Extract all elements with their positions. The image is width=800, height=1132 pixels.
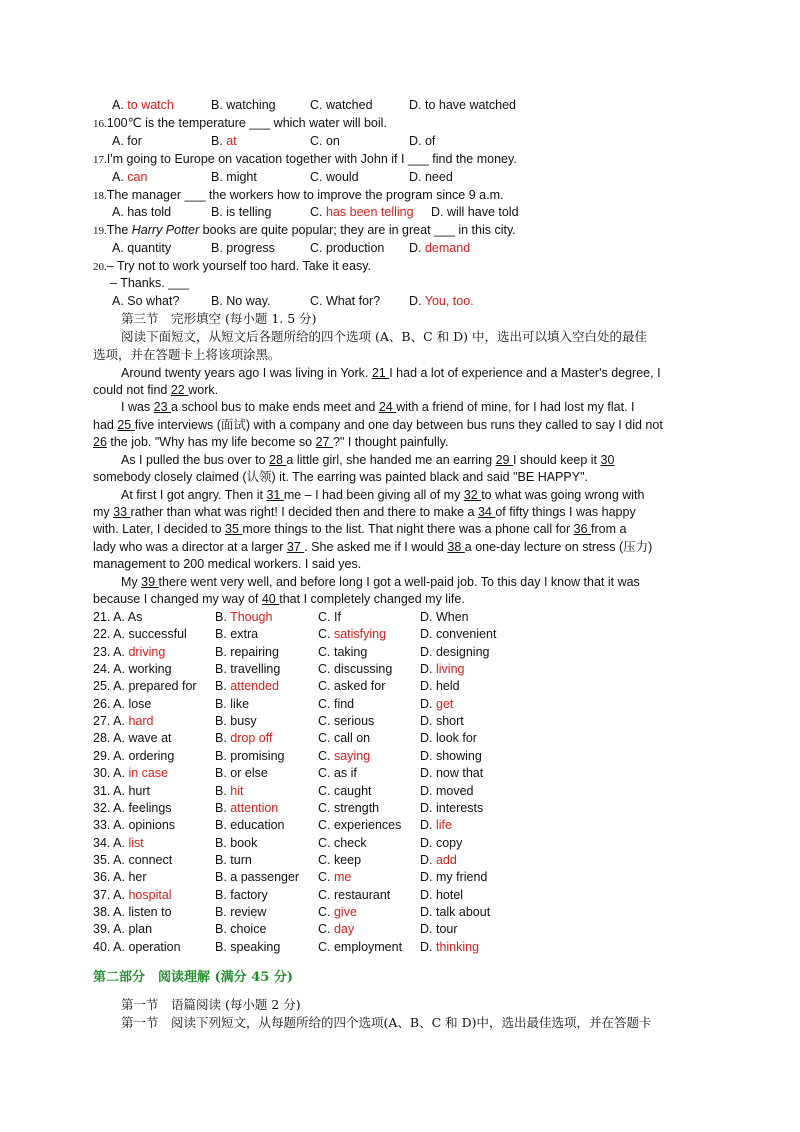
q17-option-a: A. can <box>112 170 148 184</box>
option-text: A. in case <box>113 766 169 781</box>
option-text: B. extra <box>215 627 259 642</box>
option-text: A. opinions <box>113 818 176 833</box>
question-number: 35. <box>93 852 114 867</box>
question-number: 22. <box>93 627 114 642</box>
option-q21-b <box>215 609 272 626</box>
option-q25-d <box>420 678 460 695</box>
option-q37-a <box>93 887 172 904</box>
option-text: D. moved <box>420 783 474 798</box>
option-q22-b <box>215 626 258 643</box>
option-q24-c <box>318 661 392 678</box>
option-q35-b <box>215 852 252 869</box>
option-text: B. travelling <box>215 662 281 677</box>
question-number: 29. <box>93 748 114 763</box>
q18-option-d: D. will have told <box>431 205 519 219</box>
question-number: 28. <box>93 731 114 746</box>
option-q40-d <box>420 939 479 956</box>
question-number: 26. <box>93 696 114 711</box>
q19-option-b: B. progress <box>211 241 275 255</box>
part2-subtitle: 第一节 语篇阅读 (每小题 2 分) <box>121 997 301 1012</box>
option-q25-a <box>93 678 197 695</box>
option-q35-c <box>318 852 361 869</box>
option-q32-b <box>215 800 278 817</box>
question-number: 25. <box>93 679 114 694</box>
option-text: B. factory <box>215 887 268 902</box>
option-q30-a <box>93 765 168 782</box>
option-q27-a <box>93 713 154 730</box>
question-number: 38. <box>93 904 114 919</box>
option-q27-c <box>318 713 374 730</box>
option-text: C. taking <box>318 644 368 659</box>
option-text: A. list <box>113 835 144 850</box>
option-text: C. find <box>318 696 355 711</box>
q15-option-d: D. to have watched <box>409 98 517 112</box>
option-text: B. speaking <box>215 939 281 954</box>
option-q38-b <box>215 904 266 921</box>
q16-option-a: A. for <box>112 134 142 148</box>
option-text: D. designing <box>420 644 490 659</box>
option-text: A. wave at <box>113 731 172 746</box>
passage-p1-line2: could not find 22 work. <box>93 383 219 397</box>
option-q32-a <box>93 800 172 817</box>
option-text: C. satisfying <box>318 627 387 642</box>
option-q26-a <box>93 696 151 713</box>
option-q21-c <box>318 609 341 626</box>
option-q38-d <box>420 904 490 921</box>
option-q22-d <box>420 626 496 643</box>
option-text: C. asked for <box>318 679 386 694</box>
option-text: B. attended <box>215 679 279 694</box>
question-number: 33. <box>93 818 114 833</box>
q15-option-c: C. watched <box>310 98 373 112</box>
option-text: B. Though <box>215 610 273 624</box>
option-text: C. discussing <box>318 662 393 677</box>
q18-stem: 18.The manager ___ the workers how to improve the program since 9 a.m. <box>93 188 504 202</box>
q17-stem: 17.I'm going to Europe on vacation together with John if I ___ find the money. <box>93 152 517 166</box>
question-number: 37. <box>93 887 114 902</box>
option-q31-b <box>215 783 244 800</box>
q20-option-c: C. What for? <box>310 294 381 308</box>
option-text: D. hotel <box>420 887 464 902</box>
q16-option-c: C. on <box>310 134 340 148</box>
q18-option-a: A. has told <box>112 205 172 219</box>
option-q40-a <box>93 939 181 956</box>
q19-option-d: D. demand <box>409 241 471 255</box>
option-q22-a <box>93 626 187 643</box>
option-q23-d <box>420 644 490 661</box>
option-text: C. call on <box>318 731 371 746</box>
option-text: D. interests <box>420 800 484 815</box>
question-number: 31. <box>93 783 114 798</box>
option-q21-d <box>420 609 469 626</box>
option-text: A. working <box>113 662 172 677</box>
option-text: A. As <box>113 610 143 624</box>
option-text: A. her <box>113 870 147 885</box>
option-q29-b <box>215 748 284 765</box>
option-q24-a <box>93 661 172 678</box>
option-q28-a <box>93 730 172 747</box>
option-q37-b <box>215 887 268 904</box>
option-q29-a <box>93 748 174 765</box>
option-q26-b <box>215 696 249 713</box>
option-q30-b <box>215 765 268 782</box>
passage-p5-line1: My 39 there went very well, and before long I got a well-paid job. To this day I know that it was <box>121 575 640 589</box>
option-q28-d <box>420 730 477 747</box>
option-text: D. look for <box>420 731 477 746</box>
option-text: B. education <box>215 818 285 833</box>
option-q32-c <box>318 800 379 817</box>
option-text: C. experiences <box>318 818 402 833</box>
option-q26-c <box>318 696 354 713</box>
option-q35-a <box>93 852 172 869</box>
option-text: C. employment <box>318 939 403 954</box>
option-text: C. me <box>318 870 352 885</box>
passage-p2-line2: had 25 five interviews (面试) with a company and one day between bus runs they called to say I did not <box>93 418 663 432</box>
option-q38-c <box>318 904 357 921</box>
option-text: D. living <box>420 662 465 677</box>
q20-line2: – Thanks. ___ <box>110 276 189 290</box>
option-q39-b <box>215 921 266 938</box>
option-q29-d <box>420 748 482 765</box>
option-text: D. convenient <box>420 627 497 642</box>
option-q24-d <box>420 661 464 678</box>
option-q25-c <box>318 678 385 695</box>
passage-p4-line3: with. Later, I decided to 35 more things to the list. That night there was a phone call for 36 from a <box>93 522 627 536</box>
passage-p3-line1: As I pulled the bus over to 28 a little girl, she handed me an earring 29 I should keep it 30 <box>121 453 615 467</box>
option-q32-d <box>420 800 483 817</box>
option-text: C. give <box>318 904 357 919</box>
option-text: B. review <box>215 904 267 919</box>
option-q28-b <box>215 730 272 747</box>
option-text: C. saying <box>318 748 371 763</box>
question-number: 40. <box>93 939 114 954</box>
q17-option-b: B. might <box>211 170 257 184</box>
option-text: A. feelings <box>113 800 172 815</box>
option-text: A. connect <box>113 852 173 867</box>
option-text: A. hospital <box>113 887 172 902</box>
q20-option-d: D. You, too. <box>409 294 474 308</box>
option-text: C. day <box>318 922 355 937</box>
option-q38-a <box>93 904 172 921</box>
option-q35-d <box>420 852 457 869</box>
option-text: C. check <box>318 835 367 850</box>
section3-instruction-1: 阅读下面短文，从短文后各题所给的四个选项 (A、B、C 和 D) 中，选出可以填入空白处的最佳 <box>121 329 647 344</box>
option-q21-a <box>93 609 142 626</box>
option-q33-c <box>318 817 401 834</box>
option-q39-a <box>93 921 152 938</box>
option-q37-c <box>318 887 390 904</box>
option-q36-b <box>215 869 299 886</box>
option-text: A. plan <box>113 922 153 937</box>
q20-option-b: B. No way. <box>211 294 271 308</box>
q18-option-c: C. has been telling <box>310 205 414 219</box>
option-text: A. hurt <box>113 783 150 798</box>
option-text: B. promising <box>215 748 285 763</box>
option-text: D. tour <box>420 922 458 937</box>
passage-p4-line5: management to 200 medical workers. I said yes. <box>93 557 362 571</box>
option-text: D. held <box>420 679 460 694</box>
option-q40-b <box>215 939 280 956</box>
question-number: 21. <box>93 610 114 624</box>
question-number: 30. <box>93 766 114 781</box>
option-q25-b <box>215 678 279 695</box>
option-text: A. operation <box>113 939 181 954</box>
passage-p2-line1: I was 23 a school bus to make ends meet and 24 with a friend of mine, for I had lost my flat. I <box>121 400 635 414</box>
option-q36-d <box>420 869 487 886</box>
option-q36-c <box>318 869 351 886</box>
option-text: D. When <box>420 610 469 624</box>
question-number: 34. <box>93 835 114 850</box>
option-text: D. add <box>420 852 457 867</box>
option-q31-d <box>420 783 474 800</box>
question-number: 39. <box>93 922 114 937</box>
q18-option-b: B. is telling <box>211 205 272 219</box>
passage-p2-line3: 26 the job. "Why has my life become so 27 ?" I thought painfully. <box>93 435 449 449</box>
option-q22-c <box>318 626 386 643</box>
option-q40-c <box>318 939 402 956</box>
option-text: D. talk about <box>420 904 491 919</box>
option-text: D. get <box>420 696 454 711</box>
option-q34-b <box>215 835 257 852</box>
passage-p5-line2: because I changed my way of 40 that I completely changed my life. <box>93 592 465 606</box>
option-q34-c <box>318 835 367 852</box>
option-text: B. drop off <box>215 731 273 746</box>
option-text: A. hard <box>113 714 154 729</box>
option-text: B. turn <box>215 852 252 867</box>
option-text: A. listen to <box>113 904 172 919</box>
section3-title: 第三节 完形填空 (每小题 1. 5 分) <box>121 311 317 326</box>
option-q36-a <box>93 869 147 886</box>
option-q30-d <box>420 765 483 782</box>
q16-option-d: D. of <box>409 134 436 148</box>
option-text: B. or else <box>215 766 268 781</box>
option-q23-a <box>93 644 165 661</box>
option-q30-c <box>318 765 357 782</box>
q17-option-d: D. need <box>409 170 453 184</box>
option-q31-c <box>318 783 372 800</box>
q19-option-c: C. production <box>310 241 385 255</box>
option-text: D. thinking <box>420 939 480 954</box>
option-text: B. repairing <box>215 644 279 659</box>
option-q39-c <box>318 921 354 938</box>
option-q27-b <box>215 713 257 730</box>
option-q26-d <box>420 696 453 713</box>
option-q23-c <box>318 644 367 661</box>
option-text: D. my friend <box>420 870 488 885</box>
option-text: A. ordering <box>113 748 175 763</box>
q15-option-b: B. watching <box>211 98 276 112</box>
option-q33-d <box>420 817 452 834</box>
option-q39-d <box>420 921 458 938</box>
option-q34-d <box>420 835 462 852</box>
option-text: B. a passenger <box>215 870 300 885</box>
option-q23-b <box>215 644 279 661</box>
question-number: 27. <box>93 714 114 729</box>
option-text: B. busy <box>215 714 257 729</box>
q16-option-b: B. at <box>211 134 237 148</box>
question-number: 36. <box>93 870 114 885</box>
q19-stem: 19.The Harry Potter books are quite popular; they are in great ___ in this city. <box>93 223 516 237</box>
option-text: D. life <box>420 818 452 833</box>
q17-option-c: C. would <box>310 170 359 184</box>
option-text: C. strength <box>318 800 380 815</box>
question-number: 32. <box>93 800 114 815</box>
option-q29-c <box>318 748 370 765</box>
question-number: 24. <box>93 662 114 677</box>
q20-option-a: A. So what? <box>112 294 180 308</box>
option-text: C. restaurant <box>318 887 391 902</box>
q16-stem: 16.100℃ is the temperature ___ which water will boil. <box>93 116 387 130</box>
option-q27-d <box>420 713 464 730</box>
option-text: D. copy <box>420 835 463 850</box>
option-q24-b <box>215 661 280 678</box>
option-text: D. now that <box>420 766 484 781</box>
option-q28-c <box>318 730 370 747</box>
passage-p1-line1: Around twenty years ago I was living in York. 21 I had a lot of experience and a Master's degree, I <box>121 366 661 380</box>
option-text: D. showing <box>420 748 482 763</box>
passage-p3-line2: somebody closely claimed (认领) it. The earring was painted black and said "BE HAPPY". <box>93 470 588 484</box>
option-q34-a <box>93 835 144 852</box>
part2-title: 第二部分 阅读理解 (满分 45 分) <box>93 970 293 985</box>
option-q31-a <box>93 783 150 800</box>
option-text: D. short <box>420 714 464 729</box>
option-text: A. lose <box>113 696 152 711</box>
option-text: C. keep <box>318 852 362 867</box>
option-q37-d <box>420 887 463 904</box>
section3-instruction-2: 选项，并在答题卡上将该项涂黑。 <box>93 347 281 362</box>
option-text: B. choice <box>215 922 267 937</box>
option-text: B. like <box>215 696 250 711</box>
option-text: B. hit <box>215 783 244 798</box>
option-text: C. caught <box>318 783 372 798</box>
question-number: 23. <box>93 644 114 659</box>
q20-line1: 20.– Try not to work yourself too hard. Take it easy. <box>93 259 371 273</box>
option-text: C. serious <box>318 714 375 729</box>
q15-option-a: A. to watch <box>112 98 174 112</box>
option-text: A. successful <box>113 627 187 642</box>
option-q33-a <box>93 817 175 834</box>
passage-p4-line4: lady who was a director at a larger 37 . She asked me if I would 38 a one-day lecture on stress (压力) <box>93 540 653 554</box>
option-text: B. book <box>215 835 258 850</box>
option-text: C. If <box>318 610 341 624</box>
option-q33-b <box>215 817 285 834</box>
q19-option-a: A. quantity <box>112 241 172 255</box>
passage-p4-line2: my 33 rather than what was right! I decided then and there to make a 34 of fifty things I was happy <box>93 505 636 519</box>
part2-instruction: 第一节 阅读下列短文，从每题所给的四个选项(A、B、C 和 D)中，选出最佳选项，并在答题卡 <box>121 1015 652 1030</box>
option-text: B. attention <box>215 800 279 815</box>
option-text: A. driving <box>113 644 166 659</box>
option-text: A. prepared for <box>113 679 197 694</box>
option-text: C. as if <box>318 766 357 781</box>
passage-p4-line1: At first I got angry. Then it 31 me – I had been giving all of my 32 to what was going wrong with <box>121 488 645 502</box>
